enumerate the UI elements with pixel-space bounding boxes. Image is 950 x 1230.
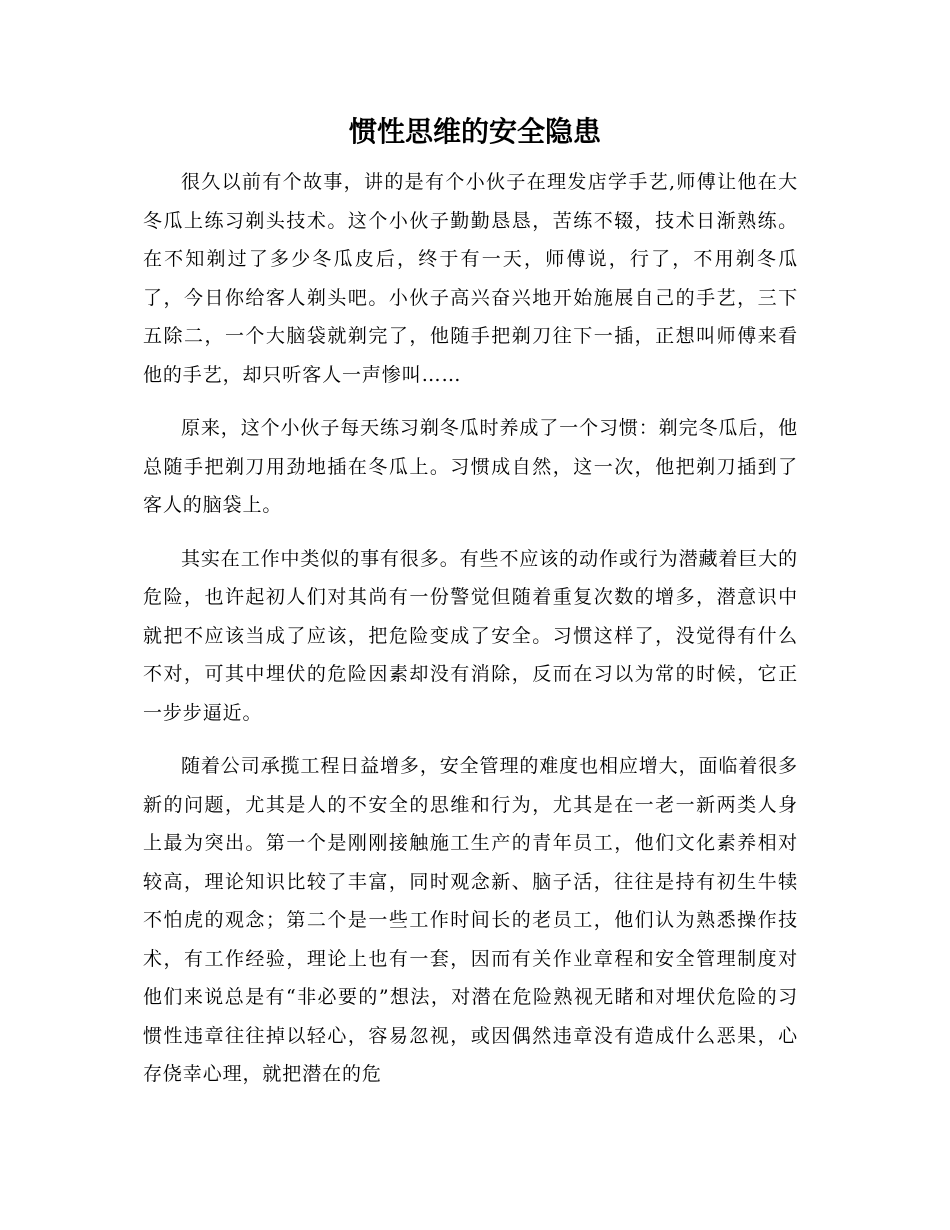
paragraph-4: 随着公司承揽工程日益增多，安全管理的难度也相应增大，面临着很多新的问题，尤其是人的不安全的思维和行为，尤其是在一老一新两类人身上最为突出。第一个是刚刚接触施工生产的青年员工，他们文化素养相对较高，理论知识比较了丰富，同时观念新、脑子活，往往是持有初生牛犊不怕虎的观念；第二个是一些工作时间长的老员工，他们认为熟悉操作技术，有工作经验，理论上也有一套，因而有关作业章程和安全管理制度对他们来说总是有“非必要的”想法，对潜在危险熟视无睹和对埋伏危险的习惯性违章往往掉以轻心，容易忽视，或因偶然违章没有造成什么恶果，心存侥幸心理，就把潜在的危 [143,755,798,1085]
paragraph-3: 其实在工作中类似的事有很多。有些不应该的动作或行为潜藏着巨大的危险，也许起初人们对其尚有一份警觉但随着重复次数的增多，潜意识中就把不应该当成了应该，把危险变成了安全。习惯这样了，没觉得有什么不对，可其中埋伏的危险因素却没有消除，反而在习以为常的时候，它正一步步逼近。 [143,547,798,724]
document-title: 惯性思维的安全隐患 [348,115,601,148]
paragraph-1: 很久以前有个故事，讲的是有个小伙子在理发店学手艺,师傅让他在大冬瓜上练习剃头技术。这个小伙子勤勤恳恳，苦练不辍，技术日渐熟练。在不知剃过了多少冬瓜皮后，终于有一天，师傅说，行了，不用剃冬瓜了，今日你给客人剃头吧。小伙子高兴奋兴地开始施展自己的手艺，三下五除二，一个大脑袋就剃完了，他随手把剃刀往下一插，正想叫师傅来看他的手艺，却只听客人一声惨叫…… [143,171,798,386]
document-body [143,163,798,1109]
paragraph-2: 原来，这个小伙子每天练习剃冬瓜时养成了一个习惯：剃完冬瓜后，他总随手把剃刀用劲地插在冬瓜上。习惯成自然，这一次，他把剃刀插到了客人的脑袋上。 [143,417,798,516]
